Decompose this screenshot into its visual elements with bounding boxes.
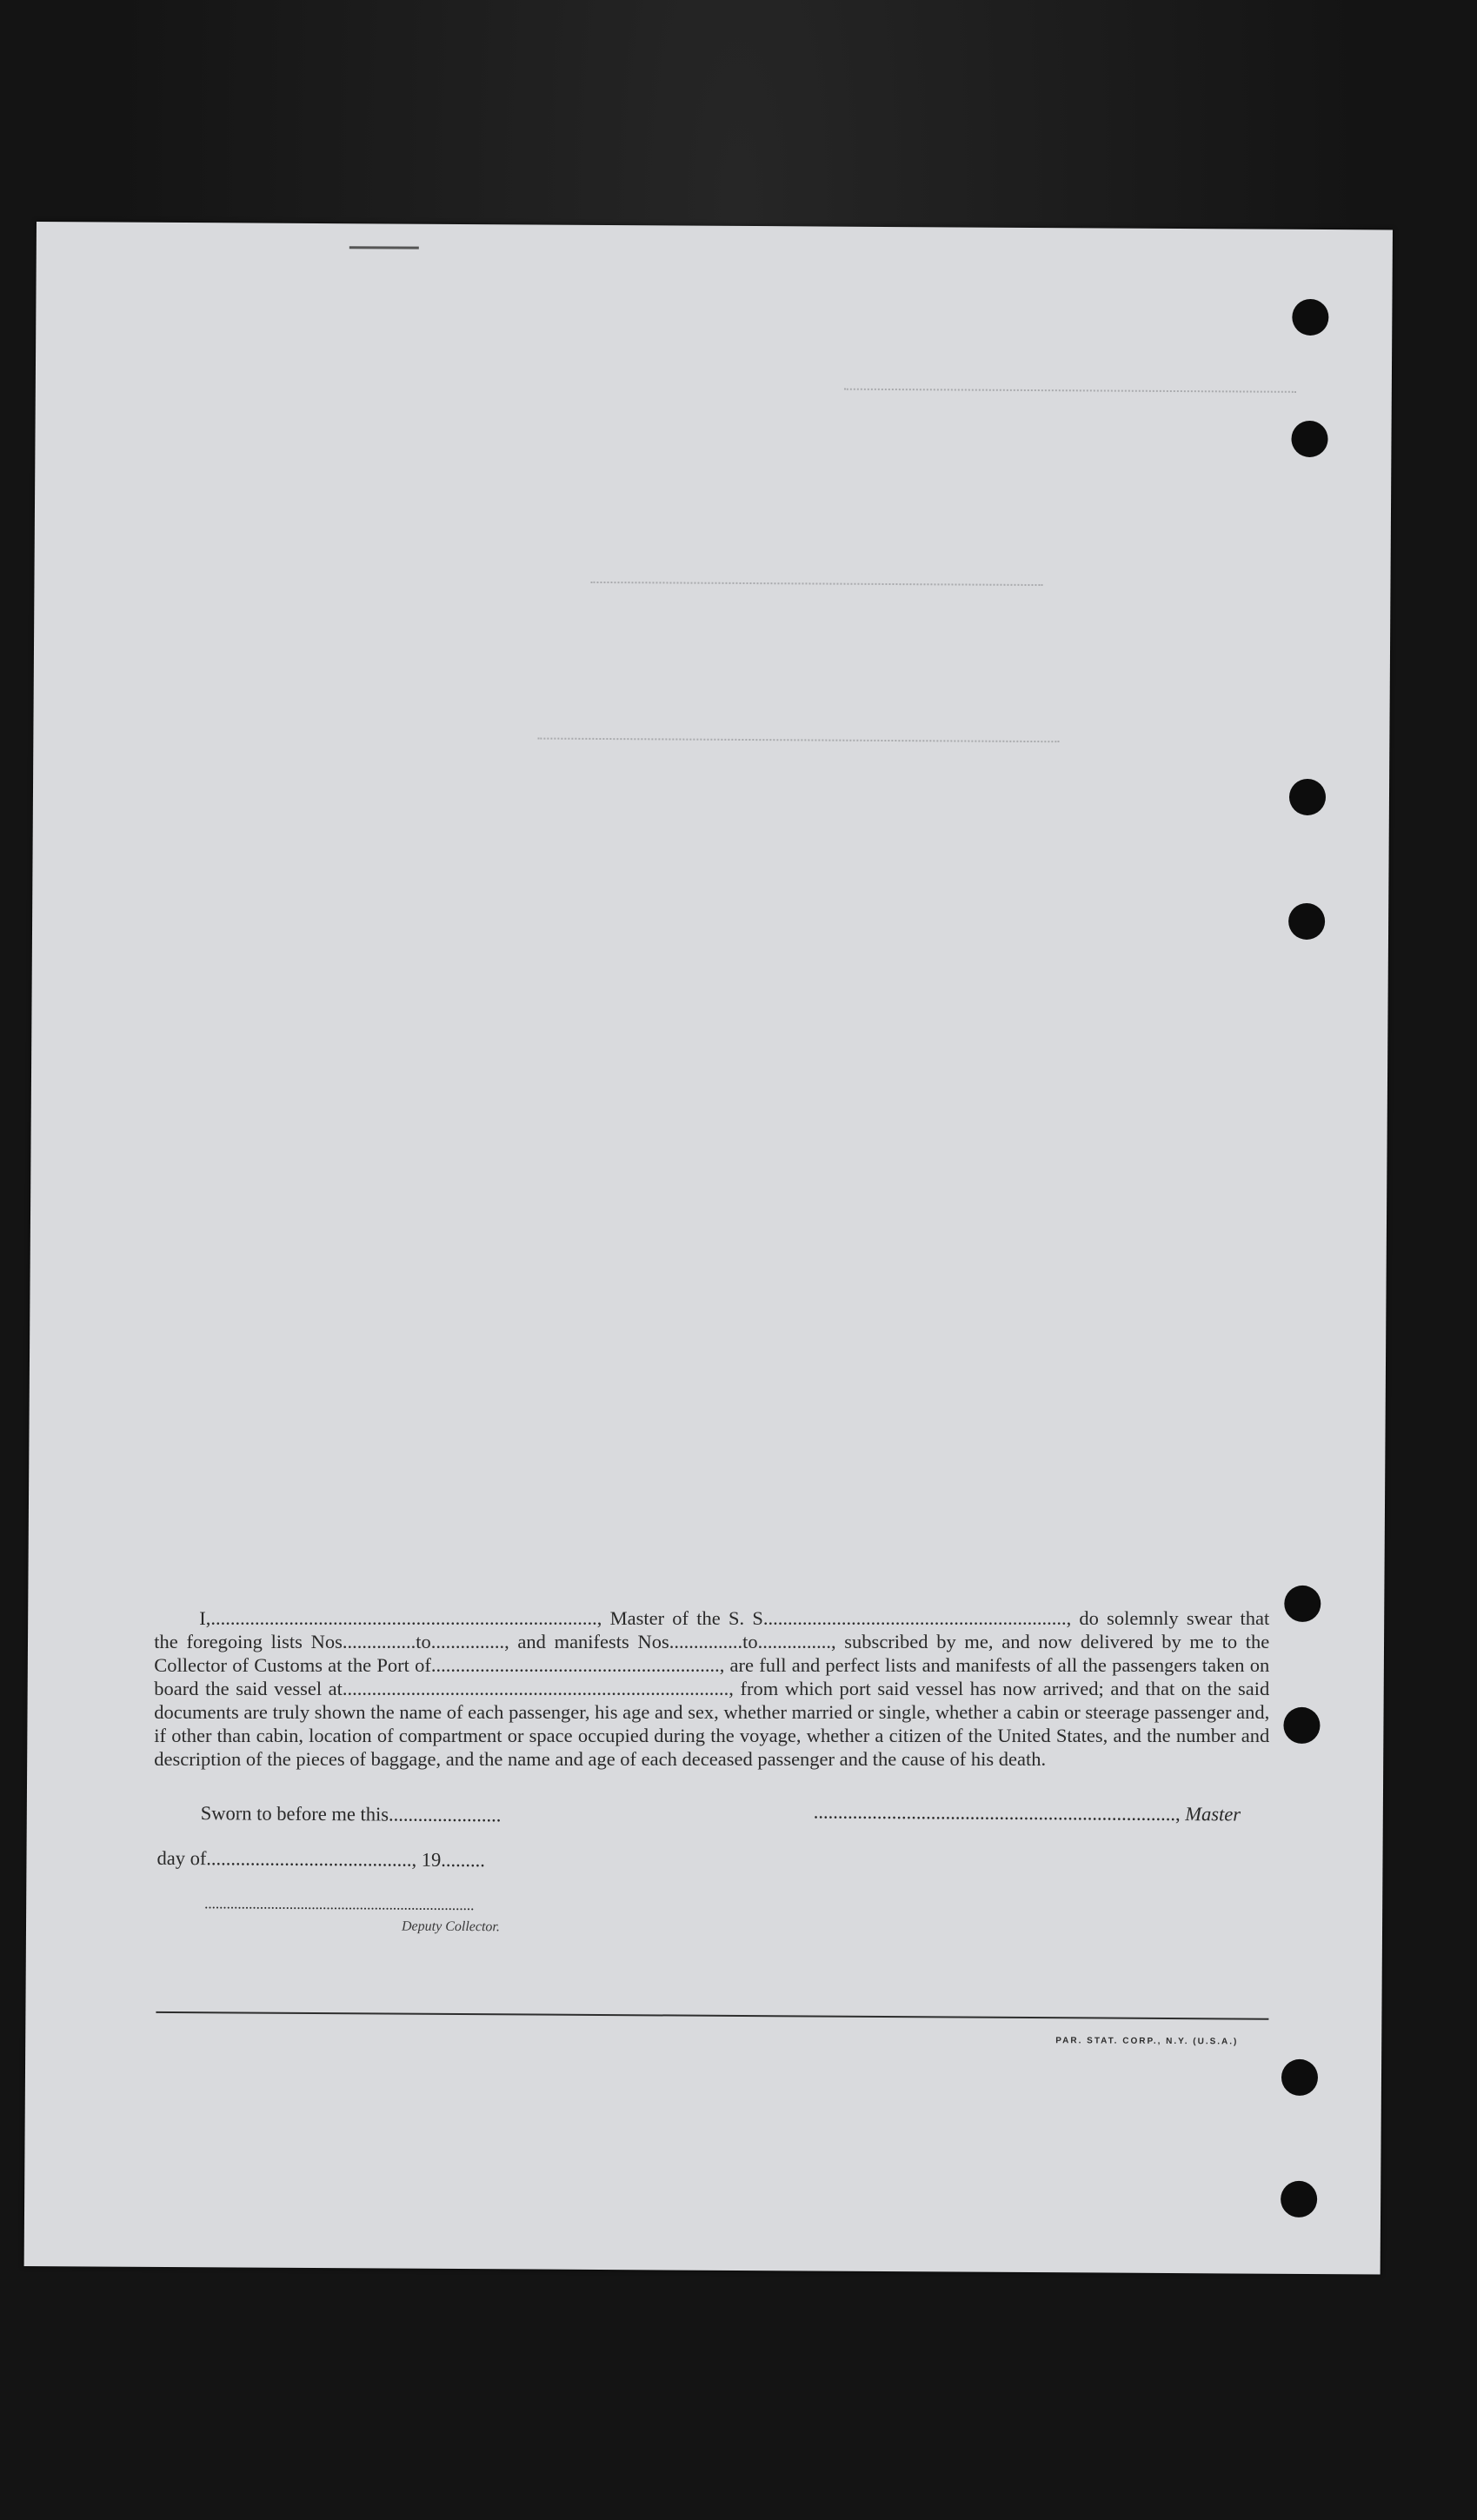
punch-hole-1: [1292, 299, 1328, 336]
punch-hole-3: [1289, 779, 1326, 815]
deputy-collector-label: Deputy Collector.: [401, 1918, 500, 1935]
deputy-signature-line: [204, 1895, 474, 1914]
top-edge-mark: [349, 246, 419, 249]
deputy-dots: .........................................................................: [204, 1895, 475, 1914]
bleed-through-line: [844, 389, 1296, 393]
punch-hole-5: [1284, 1586, 1321, 1622]
master-dots: ..........................................................................,: [813, 1800, 1181, 1825]
bleed-through-line: [590, 582, 1042, 586]
day-of-text: day of.........................................., 19.........: [156, 1846, 486, 1872]
sworn-before-text: Sworn to before me this.......................: [200, 1802, 502, 1826]
punch-hole-8: [1281, 2181, 1317, 2217]
day-of-line: [156, 1847, 485, 1872]
sworn-before-line: [201, 1802, 502, 1826]
bleed-through-line: [537, 738, 1059, 743]
printer-mark: PAR. STAT. CORP., N.Y. (U.S.A.): [1055, 2036, 1239, 2047]
oath-text: I,..............................................................................., Master of the S. S.............................................................., do solemnly swear that the foregoing lists Nos...............to..............., and manifests Nos...............to..............., subscribed by me, and now delivered by me to the Collector of Customs at the Port of..........................................................., are full and perfect lists and manifests of all the passengers taken on board the said vessel at..............................................................................., from which port said vessel has now arrived; and that on the said documents are truly shown the name of each passenger, his age and sex, whether married or single, whether a cabin or steerage passenger and, if other than cabin, location of compartment or space occupied during the voyage, whether a citizen of the United States, and the number and description of the pieces of baggage, and the name and age of each deceased passenger and the cause of his death.: [154, 1606, 1270, 1770]
oath-paragraph: [154, 1606, 1269, 1771]
punch-hole-6: [1283, 1707, 1320, 1744]
punch-hole-2: [1291, 421, 1327, 457]
punch-hole-4: [1288, 903, 1325, 940]
punch-hole-7: [1281, 2059, 1318, 2096]
master-signature-line: [814, 1800, 1241, 1825]
master-label: Master: [1185, 1803, 1241, 1825]
manifest-page: [24, 222, 1393, 2274]
footer-rule: [156, 2011, 1268, 2020]
